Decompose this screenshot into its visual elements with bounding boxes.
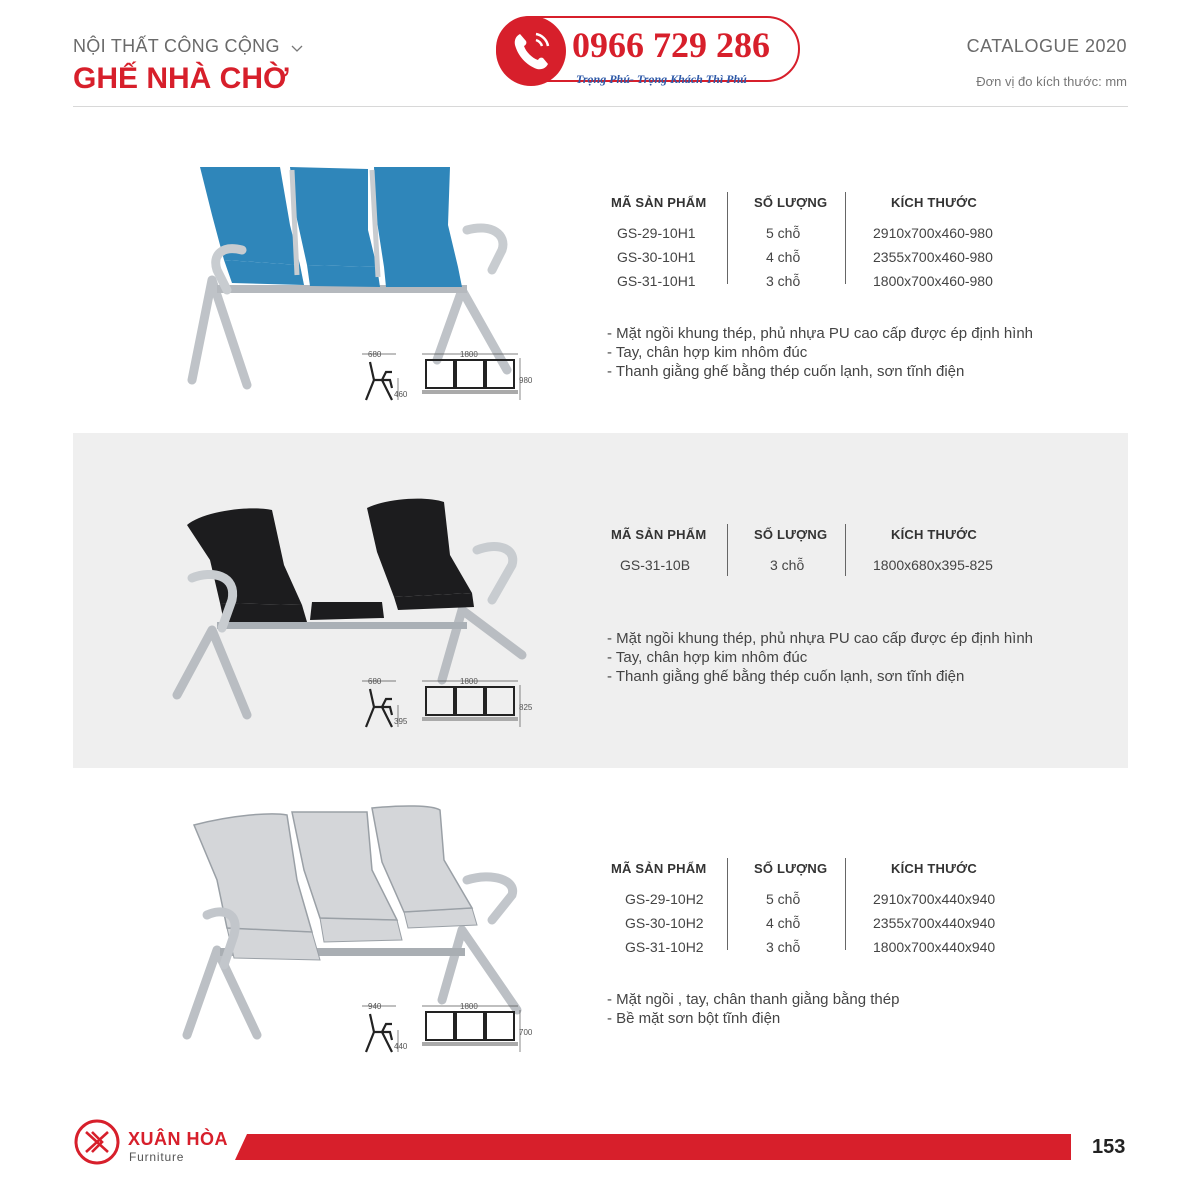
dimension-diagram xyxy=(352,677,532,737)
desc-line: - Mặt ngồi , tay, chân thanh giằng bằng thép xyxy=(607,991,900,1008)
dim-seat: 440 xyxy=(394,1042,408,1051)
code-column xyxy=(611,861,726,959)
page-number: 153 xyxy=(1092,1136,1126,1158)
header-size: KÍCH THƯỚC xyxy=(891,527,977,542)
footer-bar xyxy=(235,1134,1071,1160)
code-column xyxy=(611,195,726,293)
desc-line: - Mặt ngồi khung thép, phủ nhựa PU cao cấp được ép định hình xyxy=(607,630,1034,647)
header-code: MÃ SẢN PHẨM xyxy=(611,527,707,542)
header-size: KÍCH THƯỚC xyxy=(891,861,977,876)
desc-line: - Mặt ngồi khung thép, phủ nhựa PU cao cấp được ép định hình xyxy=(607,325,1034,342)
column-divider xyxy=(845,524,846,576)
slogan: Trọng Phú- Trọng Khách Thì Phú xyxy=(576,72,747,86)
cell-code: GS-30-10H2 xyxy=(625,915,704,931)
column-divider xyxy=(727,192,728,284)
desc-line: - Tay, chân hợp kim nhôm đúc xyxy=(607,649,808,666)
size-column xyxy=(873,195,1023,293)
cell-qty: 3 chỗ xyxy=(766,273,801,289)
cell-size: 1800x700x440x940 xyxy=(873,939,996,955)
qty-column xyxy=(754,195,844,293)
header-qty: SỐ LƯỢNG xyxy=(754,195,828,210)
cell-size: 2355x700x440x940 xyxy=(873,915,996,931)
header-code: MÃ SẢN PHẨM xyxy=(611,861,707,876)
size-column xyxy=(873,527,1023,577)
cell-qty: 5 chỗ xyxy=(766,891,801,907)
header-qty: SỐ LƯỢNG xyxy=(754,861,828,876)
column-divider xyxy=(845,192,846,284)
size-column xyxy=(873,861,1023,959)
column-divider xyxy=(845,858,846,950)
unit-note: Đơn vị đo kích thước: mm xyxy=(976,74,1127,89)
header-code: MÃ SẢN PHẨM xyxy=(611,195,707,210)
dim-depth: 680 xyxy=(368,350,382,359)
desc-line: - Thanh giằng ghế bằng thép cuốn lạnh, sơn tĩnh điện xyxy=(607,668,965,685)
cell-qty: 5 chỗ xyxy=(766,225,801,241)
page-title: GHẾ NHÀ CHỜ xyxy=(73,62,289,95)
cell-size: 1800x700x460-980 xyxy=(873,273,993,289)
description-3 xyxy=(607,990,899,1028)
code-column xyxy=(611,527,726,577)
breadcrumb[interactable] xyxy=(73,36,303,58)
cell-size: 2355x700x460-980 xyxy=(873,249,993,265)
cell-size: 1800x680x395-825 xyxy=(873,557,993,573)
dim-width: 1800 xyxy=(460,677,478,686)
cell-qty: 3 chỗ xyxy=(766,939,801,955)
desc-line: - Tay, chân hợp kim nhôm đúc xyxy=(607,344,808,361)
dim-width: 1800 xyxy=(460,350,478,359)
spec-table-2 xyxy=(611,527,1031,587)
cell-qty: 4 chỗ xyxy=(766,915,801,931)
dim-height: 825 xyxy=(519,703,533,712)
qty-column xyxy=(754,527,844,577)
header-divider xyxy=(73,106,1128,107)
phone-number: 0966 729 286 xyxy=(572,25,770,65)
cell-code: GS-29-10H1 xyxy=(617,225,696,241)
dim-width: 1800 xyxy=(460,1002,478,1011)
brand-logo-icon xyxy=(73,1118,121,1166)
cell-code: GS-30-10H1 xyxy=(617,249,696,265)
dimension-diagram xyxy=(352,1002,532,1062)
cell-size: 2910x700x440x940 xyxy=(873,891,996,907)
brand-name: XUÂN HÒA xyxy=(128,1129,229,1149)
breadcrumb-label: NỘI THẤT CÔNG CỘNG xyxy=(73,36,280,56)
cell-code: GS-31-10B xyxy=(620,557,691,573)
cell-code: GS-31-10H1 xyxy=(617,273,696,289)
phone-icon xyxy=(496,16,566,86)
dim-depth: 680 xyxy=(368,677,382,686)
desc-line: - Thanh giằng ghế bằng thép cuốn lạnh, sơn tĩnh điện xyxy=(607,363,965,380)
header-qty: SỐ LƯỢNG xyxy=(754,527,828,542)
qty-column xyxy=(754,861,844,959)
cell-qty: 4 chỗ xyxy=(766,249,801,265)
column-divider xyxy=(727,524,728,576)
chevron-down-icon xyxy=(291,37,303,58)
catalogue-label: CATALOGUE 2020 xyxy=(966,36,1127,56)
cell-code: GS-31-10H2 xyxy=(625,939,704,955)
dimension-diagram xyxy=(352,350,532,410)
dim-depth: 940 xyxy=(368,1002,382,1011)
column-divider xyxy=(727,858,728,950)
header-size: KÍCH THƯỚC xyxy=(891,195,977,210)
cell-size: 2910x700x460-980 xyxy=(873,225,993,241)
spec-table-3 xyxy=(611,861,1031,961)
description-2 xyxy=(607,629,1033,686)
phone-badge[interactable] xyxy=(496,16,800,86)
dim-seat: 395 xyxy=(394,717,408,726)
dim-height: 700 xyxy=(519,1028,533,1037)
desc-line: - Bề mặt sơn bột tĩnh điện xyxy=(607,1010,781,1027)
cell-qty: 3 chỗ xyxy=(770,557,805,573)
spec-table-1 xyxy=(611,195,1031,295)
brand-subtitle: Furniture xyxy=(129,1150,185,1164)
dim-seat: 460 xyxy=(394,390,408,399)
description-1 xyxy=(607,324,1033,381)
dim-height: 980 xyxy=(519,376,533,385)
cell-code: GS-29-10H2 xyxy=(625,891,704,907)
